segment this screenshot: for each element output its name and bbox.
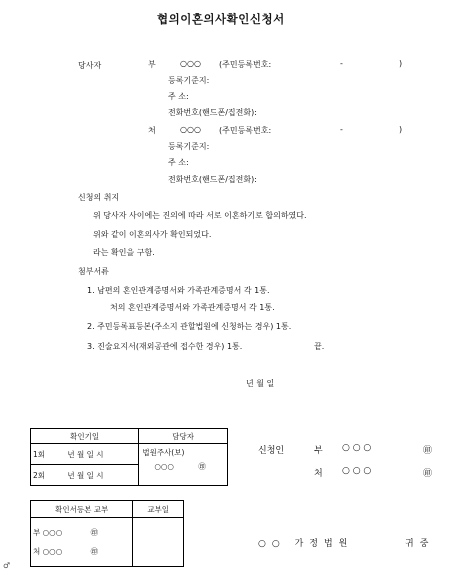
applicant-husband-seal-icon: ㊞: [423, 446, 433, 456]
confirm-row-2: [31, 465, 139, 486]
copy-row-husband: 부 ○○○: [33, 528, 63, 537]
confirm-row-1: [31, 444, 139, 465]
husband-role: 부: [148, 60, 156, 69]
husband-id-sep: -: [340, 59, 343, 68]
page-title: 협의이혼의사확인신청서: [157, 12, 285, 26]
copy-row-wife: 처 ○○○: [33, 547, 63, 556]
purpose-heading: 신청의 취지: [78, 193, 120, 202]
husband-id-label: (주민등록번호:: [219, 60, 272, 69]
attachment-item-1a: 1. 남편의 혼인관계증명서와 가족관계증명서 각 1통.: [87, 286, 270, 295]
officer-seal-icon: ㊞: [198, 462, 206, 471]
officer-name: ○○○: [154, 462, 174, 471]
applicant-wife-name: ○ ○ ○: [342, 466, 372, 476]
confirm-row-1-label: 1회: [33, 449, 46, 459]
purpose-line2: 위와 같이 이혼의사가 확인되었다.: [93, 230, 212, 239]
copy-recipients-cell: [31, 518, 133, 567]
applicant-label: 신청인: [258, 446, 285, 456]
footer-mark: ♂: [3, 561, 11, 570]
date-line: 년 월 일: [246, 379, 275, 388]
copy-date-cell: [133, 518, 184, 567]
wife-registry: 등록기준지:: [168, 142, 210, 151]
husband-phone: 전화번호(핸드폰/집전화):: [168, 108, 257, 117]
wife-name: ○○○: [180, 125, 201, 134]
husband-registry: 등록기준지:: [168, 76, 210, 85]
copy-husband-seal-icon: ㊞: [90, 528, 99, 537]
purpose-line1: 위 당사자 사이에는 진의에 따라 서로 이혼하기로 합의하였다.: [93, 211, 307, 220]
wife-role: 처: [148, 126, 156, 135]
wife-id-label: (주민등록번호:: [219, 126, 272, 135]
court-suffix: 귀중: [405, 539, 435, 549]
confirm-row-1-date: 년 월 일 시: [67, 449, 104, 459]
attachment-item-1b: 처의 혼인관계증명서와 가족관계증명서 각 1통.: [110, 303, 275, 312]
attachment-end: 끝.: [314, 342, 325, 351]
attachment-item-2: 2. 주민등록표등본(주소지 관할법원에 신청하는 경우) 1통.: [87, 322, 292, 331]
wife-phone: 전화번호(핸드폰/집전화):: [168, 175, 257, 184]
purpose-line3: 라는 확인을 구함.: [93, 248, 155, 257]
officer-col-header: 담당자: [139, 429, 228, 444]
confirm-table: [30, 428, 228, 486]
wife-id-sep: -: [340, 125, 343, 134]
party-label: 당사자: [78, 61, 102, 70]
officer-title: 법원주사(보): [142, 448, 185, 457]
applicant-husband-name: ○ ○ ○: [342, 443, 372, 453]
wife-id-close: ): [399, 125, 403, 134]
copy-wife-seal-icon: ㊞: [90, 547, 99, 556]
attachment-item-3: 3. 진술요지서(재외공관에 접수한 경우) 1통.: [87, 342, 243, 351]
copy-table: [30, 500, 184, 567]
court-name: ○○ 가정법원: [258, 539, 354, 549]
applicant-wife-role: 처: [314, 469, 323, 479]
copy-col-header: 확인서등본 교부: [31, 501, 133, 518]
husband-address: 주 소:: [168, 92, 189, 101]
confirm-row-2-label: 2회: [33, 470, 46, 480]
wife-address: 주 소:: [168, 158, 189, 167]
copy-date-col-header: 교부일: [133, 501, 184, 518]
officer-cell: [139, 444, 228, 486]
applicant-wife-seal-icon: ㊞: [423, 469, 433, 479]
applicant-husband-role: 부: [314, 446, 323, 456]
attachments-heading: 첨부서류: [78, 267, 109, 276]
husband-id-close: ): [399, 59, 403, 68]
husband-name: ○○○: [180, 59, 201, 68]
confirm-row-2-date: 년 월 일 시: [67, 470, 104, 480]
confirm-col-header: 확인기일: [31, 429, 139, 444]
